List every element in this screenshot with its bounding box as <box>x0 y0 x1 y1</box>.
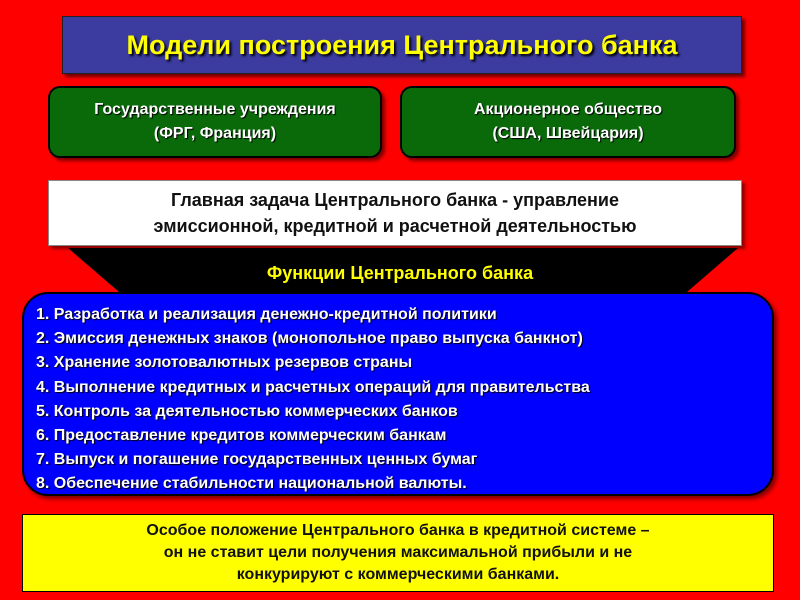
main-task-line1: Главная задача Центрального банка - управление <box>171 190 619 210</box>
slide-title: Модели построения Центрального банка <box>126 29 678 60</box>
function-item: 2. Эмиссия денежных знаков (монопольное право выпуска банкнот) <box>36 330 583 348</box>
function-item: 4. Выполнение кредитных и расчетных операций для правительства <box>36 378 590 396</box>
special-position-note <box>22 514 774 592</box>
model-state-institutions <box>48 86 382 158</box>
function-item: 8. Обеспечение стабильности национальной валюты. <box>36 475 467 493</box>
note-line2: он не ставит цели получения максимальной прибыли и не <box>163 544 633 561</box>
functions-list-box <box>22 292 774 496</box>
function-item: 7. Выпуск и погашение государственных ценных бумаг <box>36 451 478 469</box>
functions-title: Функции Центрального банка <box>266 263 534 283</box>
model-left-line1: Государственные учреждения <box>94 101 336 118</box>
main-task-line2: эмиссионной, кредитной и расчетной деятельностью <box>153 216 637 236</box>
note-line3: конкурируют с коммерческими банками. <box>236 566 560 583</box>
function-item: 5. Контроль за деятельностью коммерческих банков <box>36 402 458 420</box>
slide-title-box <box>62 16 742 74</box>
model-right-line2: (США, Швейцария) <box>492 125 644 142</box>
note-line1: Особое положение Центрального банка в кредитной системе – <box>146 522 650 539</box>
main-task-box <box>48 180 742 246</box>
model-joint-stock-company <box>400 86 736 158</box>
model-right-line1: Акционерное общество <box>473 101 663 118</box>
model-left-line2: (ФРГ, Франция) <box>153 125 277 142</box>
function-item: 1. Разработка и реализация денежно-кредитной политики <box>36 306 497 323</box>
function-item: 3. Хранение золотовалютных резервов страны <box>36 354 413 372</box>
function-item: 6. Предоставление кредитов коммерческим банкам <box>36 427 447 445</box>
